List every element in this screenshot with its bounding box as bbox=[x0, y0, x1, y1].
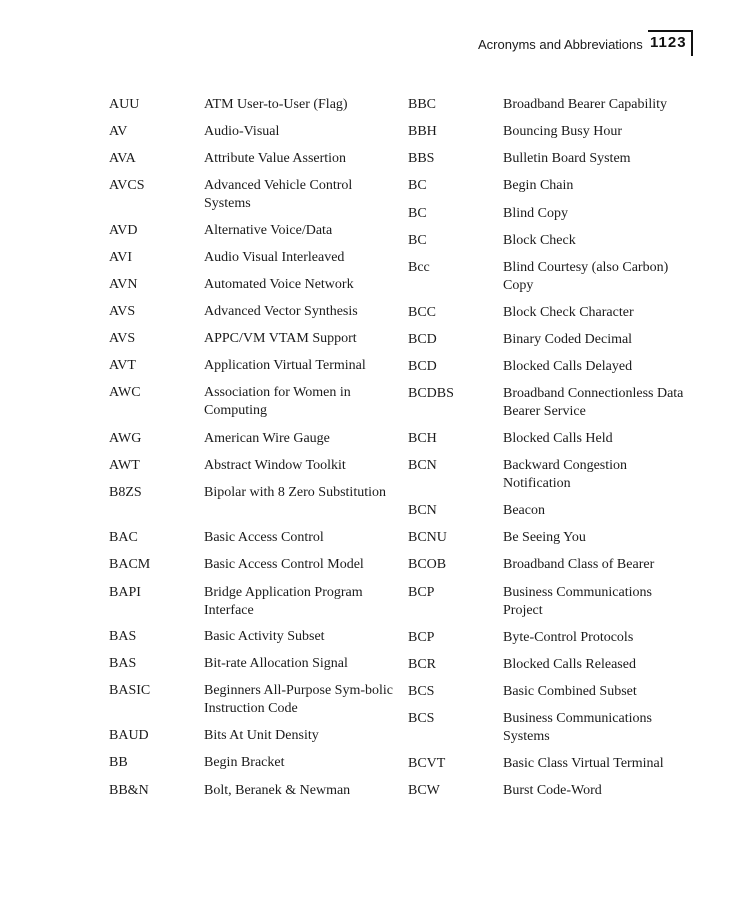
glossary-entry bbox=[109, 430, 399, 448]
entry-abbreviation: BCD bbox=[408, 332, 437, 347]
entry-definition: Blind Copy bbox=[503, 206, 568, 221]
entry-definition: Begin Bracket bbox=[204, 755, 285, 770]
entry-definition: Backward Congestion Notification bbox=[503, 458, 628, 491]
entry-definition: Application Virtual Terminal bbox=[204, 358, 366, 373]
glossary-entry bbox=[408, 205, 693, 223]
entry-definition: Blind Courtesy (also Carbon) Copy bbox=[503, 260, 669, 293]
glossary-entry bbox=[408, 304, 693, 322]
glossary-entry bbox=[408, 457, 693, 493]
glossary-entry bbox=[408, 683, 693, 701]
entry-definition: Begin Chain bbox=[503, 178, 574, 193]
entry-abbreviation: BC bbox=[408, 233, 427, 248]
header-rule-horizontal bbox=[648, 30, 693, 32]
glossary-entry bbox=[408, 259, 693, 295]
entry-abbreviation: AVD bbox=[109, 223, 138, 238]
entry-abbreviation: BCNU bbox=[408, 530, 447, 545]
entry-abbreviation: BCVT bbox=[408, 756, 446, 771]
entry-abbreviation: AVCS bbox=[109, 178, 145, 193]
entry-definition: Bipolar with 8 Zero Substitution bbox=[204, 485, 386, 500]
glossary-entry bbox=[408, 710, 693, 746]
glossary-entry bbox=[408, 123, 693, 141]
entry-definition: Block Check Character bbox=[503, 305, 634, 320]
entry-abbreviation: BCOB bbox=[408, 557, 447, 572]
entry-abbreviation: AWG bbox=[109, 431, 142, 446]
glossary-entry bbox=[109, 384, 399, 420]
entry-abbreviation: Bcc bbox=[408, 260, 430, 275]
glossary-entry bbox=[109, 457, 399, 475]
glossary-entry bbox=[408, 529, 693, 547]
entry-definition: Binary Coded Decimal bbox=[503, 332, 633, 347]
entry-definition: Business Communications Project bbox=[503, 585, 652, 618]
entry-abbreviation: BCS bbox=[408, 711, 435, 726]
entry-abbreviation: AVS bbox=[109, 304, 136, 319]
glossary-entry bbox=[109, 303, 399, 321]
entry-abbreviation: BACM bbox=[109, 557, 151, 572]
glossary-entry bbox=[408, 150, 693, 168]
entry-abbreviation: BBC bbox=[408, 97, 437, 112]
entry-abbreviation: BAUD bbox=[109, 728, 149, 743]
entry-abbreviation: BCN bbox=[408, 503, 437, 518]
glossary-entry bbox=[408, 232, 693, 250]
entry-definition: Basic Activity Subset bbox=[204, 629, 325, 644]
glossary-entry bbox=[109, 177, 399, 213]
entry-definition: APPC/VM VTAM Support bbox=[204, 331, 357, 346]
glossary-entry bbox=[408, 385, 693, 421]
glossary-entry bbox=[109, 584, 399, 620]
entry-abbreviation: BBS bbox=[408, 151, 435, 166]
right-column bbox=[408, 96, 708, 816]
entry-definition: Block Check bbox=[503, 233, 576, 248]
glossary-entry bbox=[408, 177, 693, 195]
entry-definition: Broadband Bearer Capability bbox=[503, 97, 668, 112]
glossary-entry bbox=[408, 584, 693, 620]
entry-definition: Basic Access Control bbox=[204, 530, 324, 545]
glossary-entry bbox=[408, 629, 693, 647]
entry-abbreviation: BAPI bbox=[109, 585, 141, 600]
entry-definition: Bits At Unit Density bbox=[204, 728, 319, 743]
entry-abbreviation: BB bbox=[109, 755, 128, 770]
glossary-entry bbox=[109, 123, 399, 141]
entry-definition: Beacon bbox=[503, 503, 545, 518]
entry-definition: Basic Access Control Model bbox=[204, 557, 364, 572]
glossary-entry bbox=[408, 656, 693, 674]
entry-definition: Audio Visual Interleaved bbox=[204, 250, 345, 265]
entry-abbreviation: AVS bbox=[109, 331, 136, 346]
entry-definition: Basic Class Virtual Terminal bbox=[503, 756, 664, 771]
glossary-entry bbox=[109, 682, 399, 718]
entry-definition: Bulletin Board System bbox=[503, 151, 631, 166]
entry-definition: Alternative Voice/Data bbox=[204, 223, 333, 238]
glossary-entry bbox=[109, 628, 399, 646]
glossary-entry bbox=[408, 502, 693, 520]
entry-definition: Abstract Window Toolkit bbox=[204, 458, 346, 473]
entry-definition: Burst Code-Word bbox=[503, 783, 602, 798]
glossary-entry bbox=[109, 222, 399, 240]
entry-abbreviation: AWC bbox=[109, 385, 141, 400]
entry-definition: Broadband Connectionless Data Bearer Service bbox=[503, 386, 684, 419]
glossary-entry bbox=[109, 96, 399, 114]
entry-abbreviation: BCC bbox=[408, 305, 437, 320]
entry-abbreviation: BBH bbox=[408, 124, 437, 139]
entry-abbreviation: BCS bbox=[408, 684, 435, 699]
entry-definition: Basic Combined Subset bbox=[503, 684, 637, 699]
entry-definition: Bridge Application Program Interface bbox=[204, 585, 363, 618]
header-rule-vertical bbox=[691, 30, 693, 56]
entry-definition: Broadband Class of Bearer bbox=[503, 557, 655, 572]
glossary-entry bbox=[109, 150, 399, 168]
entry-abbreviation: BC bbox=[408, 206, 427, 221]
glossary-entry bbox=[109, 330, 399, 348]
entry-abbreviation: AV bbox=[109, 124, 128, 139]
entry-abbreviation: BCW bbox=[408, 783, 440, 798]
entry-definition: Blocked Calls Delayed bbox=[503, 359, 633, 374]
entry-definition: Byte-Control Protocols bbox=[503, 630, 634, 645]
page-number: 1123 bbox=[650, 34, 687, 51]
glossary-entry bbox=[408, 96, 693, 114]
entry-abbreviation: BCP bbox=[408, 585, 435, 600]
entry-definition: Bolt, Beranek & Newman bbox=[204, 783, 351, 798]
entry-abbreviation: B8ZS bbox=[109, 485, 142, 500]
entry-definition: Audio-Visual bbox=[204, 124, 280, 139]
glossary-entry bbox=[109, 249, 399, 267]
glossary-entry bbox=[408, 782, 693, 800]
entry-definition: Association for Women in Computing bbox=[204, 385, 351, 418]
entry-definition: Blocked Calls Released bbox=[503, 657, 636, 672]
glossary-entry bbox=[109, 484, 399, 502]
glossary-entry bbox=[408, 430, 693, 448]
entry-definition: American Wire Gauge bbox=[204, 431, 330, 446]
entry-abbreviation: BB&N bbox=[109, 783, 149, 798]
glossary-entry bbox=[109, 276, 399, 294]
entry-definition: Attribute Value Assertion bbox=[204, 151, 347, 166]
glossary-entry bbox=[109, 556, 399, 574]
glossary-entry bbox=[109, 529, 399, 547]
entry-definition: Automated Voice Network bbox=[204, 277, 354, 292]
running-header-title: Acronyms and Abbreviations bbox=[478, 37, 643, 52]
entry-definition: Bouncing Busy Hour bbox=[503, 124, 622, 139]
entry-abbreviation: BCH bbox=[408, 431, 437, 446]
entry-definition: Bit-rate Allocation Signal bbox=[204, 656, 348, 671]
entry-definition: Advanced Vector Synthesis bbox=[204, 304, 358, 319]
glossary-entry bbox=[109, 655, 399, 673]
left-column bbox=[109, 96, 409, 816]
glossary-entry bbox=[109, 357, 399, 375]
entry-definition: Be Seeing You bbox=[503, 530, 586, 545]
entry-definition: Advanced Vehicle Control Systems bbox=[204, 178, 353, 211]
entry-abbreviation: BAS bbox=[109, 656, 137, 671]
entry-abbreviation: BCDBS bbox=[408, 386, 454, 401]
entry-definition: Business Communications Systems bbox=[503, 711, 652, 744]
entry-abbreviation: BCR bbox=[408, 657, 437, 672]
glossary-entry bbox=[408, 358, 693, 376]
glossary-entry bbox=[109, 727, 399, 745]
entry-abbreviation: AVT bbox=[109, 358, 136, 373]
glossary-entry bbox=[408, 755, 693, 773]
entry-abbreviation: BAS bbox=[109, 629, 137, 644]
entry-abbreviation: BCD bbox=[408, 359, 437, 374]
entry-abbreviation: BC bbox=[408, 178, 427, 193]
entry-definition: Beginners All-Purpose Sym-bolic Instruction Code bbox=[204, 683, 393, 716]
entry-definition: Blocked Calls Held bbox=[503, 431, 613, 446]
entry-abbreviation: AVI bbox=[109, 250, 133, 265]
entry-abbreviation: BCP bbox=[408, 630, 435, 645]
glossary-entry bbox=[109, 782, 399, 800]
entry-abbreviation: BAC bbox=[109, 530, 138, 545]
glossary-entry bbox=[408, 556, 693, 574]
entry-definition: ATM User-to-User (Flag) bbox=[204, 97, 348, 112]
glossary-entry bbox=[408, 331, 693, 349]
entry-abbreviation: AUU bbox=[109, 97, 140, 112]
entry-abbreviation: BASIC bbox=[109, 683, 151, 698]
entry-abbreviation: BCN bbox=[408, 458, 437, 473]
entry-abbreviation: AWT bbox=[109, 458, 140, 473]
entry-abbreviation: AVA bbox=[109, 151, 136, 166]
entry-abbreviation: AVN bbox=[109, 277, 138, 292]
glossary-entry bbox=[109, 754, 399, 772]
